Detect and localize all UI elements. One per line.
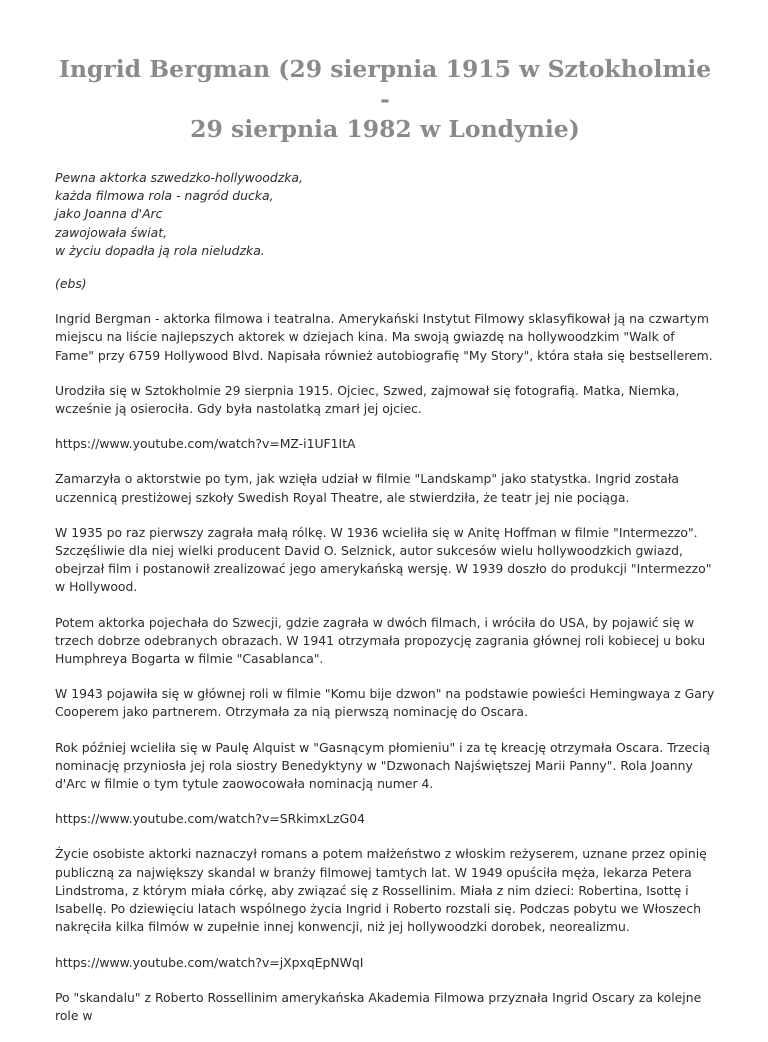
paragraph-casablanca: Potem aktorka pojechała do Szwecji, gdzie zagrała w dwóch filmach, i wróciła do USA, by pojawić się w trzech dobrze odebranych obrazach. W 1941 otrzymała propozycję zagrania głównej roli kobiecej u boku Humphreya Bogarta w filmie "Casablanca". [55,614,706,667]
poem-line: w życiu dopadła ją rola nieludzka. [55,242,265,258]
youtube-link-2: https://www.youtube.com/watch?v=SRkimxLzG04 [55,811,365,827]
youtube-link-1: https://www.youtube.com/watch?v=MZ-i1UF1ItA [55,436,356,452]
paragraph-oscar: Rok później wcieliła się w Paulę Alquist w "Gasnącym płomieniu" i za tę kreację otrzymała Oscara. Trzecią nominację przyniosła jej rola siostry Benedyktyny w "Dzwonach Najświętszej Marii Panny". Rola Joanny d'Arc w filmie o tym tytule zaowocowała nominacją numer 4. [55,739,711,792]
poem-line: zawojowała świat, [55,224,168,240]
poem-line: Pewna aktorka szwedzko-hollywoodzka, [55,170,303,185]
poem-line: każda filmowa rola - nagród ducka, [55,188,274,204]
paragraph-scandal: Po "skandalu" z Roberto Rossellinim amerykańska Akademia Filmowa przyznała Ingrid Oscary za kolejne role w [55,989,702,1023]
paragraph-intermezzo: W 1935 po raz pierwszy zagrała małą rólkę. W 1936 wcieliła się w Anitę Hoffman w filmie "Intermezzo". Szczęśliwie dla niej wielki producent David O. Selznick, autor sukcesów wielu hollywoodzkich gwiazd, obejrzał film i postanowił zrealizować jego amerykańską wersję. W 1939 doszło do produkcji "Intermezzo" w Hollywood. [55,524,712,595]
paragraph-komu-bije-dzwon: W 1943 pojawiła się w głównej roli w filmie "Komu bije dzwon" na podstawie powieści Hemingwaya z Gary Cooperem jako partnerem. Otrzymała za nią pierwszą nominację do Oscara. [55,686,715,720]
paragraph-acting-start: Zamarzyła o aktorstwie po tym, jak wzięła udział w filmie "Landskamp" jako statystka. Ingrid została uczennicą prestiżowej szkoły Swedish Royal Theatre, ale stwierdziła, że teatr jej nie pociąga. [55,471,679,505]
poem-signature: (ebs) [55,276,87,292]
paragraph-intro: Ingrid Bergman - aktorka filmowa i teatralna. Amerykański Instytut Filmowy sklasyfikował ją na czwartym miejscu na liście najlepszych aktorek w dziejach kina. Ma swoją gwiazdę na hollywoodzkim "Walk of Fame" przy 6759 Hollywood Blvd. Napisała również autobiografię "My Story", która stała się bestsellerem. [55,311,713,363]
page-title-line-2: 29 sierpnia 1982 w Londynie) [190,115,580,143]
youtube-link-3: https://www.youtube.com/watch?v=jXpxqEpNWqI [55,954,364,970]
page-title-line-1: Ingrid Bergman (29 sierpnia 1915 w Sztokholmie - [58,55,712,113]
poem-line: jako Joanna d'Arc [55,206,163,222]
document-page [55,54,715,1042]
paragraph-rossellini: Życie osobiste aktorki naznaczył romans a potem małżeństwo z włoskim reżyserem, uznane przez opinię publiczną za największy skandal w branży filmowej tamtych lat. W 1949 opuściła męża, lekarza Petera Lindstroma, z którym miała córkę, aby związać się z Rossellinim. Miała z nim dzieci: Robertina, Isottę i Isabellę. Po dziewięciu latach wspólnego życia Ingrid i Roberto rozstali się. Podczas pobytu we Włoszech nakręciła kilka filmów w zupełnie innej konwencji, niż jej hollywoodzki dorobek, neorealizmu. [55,846,707,935]
limerick-poem [55,169,715,260]
paragraph-birth: Urodziła się w Sztokholmie 29 sierpnia 1915. Ojciec, Szwed, zajmował się fotografią. Matka, Niemka, wcześnie ją osierociła. Gdy była nastolatką zmarł jej ojciec. [55,382,680,417]
page-title [55,54,715,144]
